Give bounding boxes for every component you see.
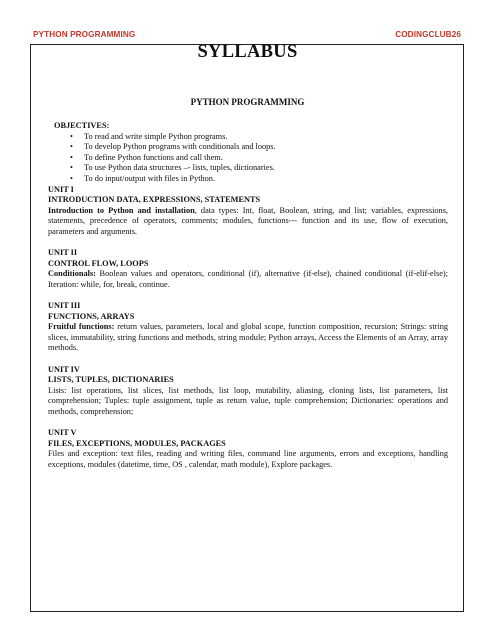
unit-lead: Introduction to Python and installation <box>48 205 195 215</box>
unit-body: return values, parameters, local and global scope, function composition, recursion; Strings: string slices, immutability, string functions and methods, string module; Python arrays, Access the Elements of an Array, array methods. <box>48 322 449 353</box>
objective-item: • To do input/output with files in Python. <box>70 173 216 183</box>
unit-label: UNIT IV <box>48 364 80 374</box>
unit-body: Lists: list operations, list slices, list methods, list loop, mutability, aliasing, cloning lists, list parameters, list comprehension; Tuples: tuple assignment, tuple as return value, tuple comprehension; Dictionaries: operations and methods, comprehension; <box>48 385 448 417</box>
bullet-icon: • <box>70 173 73 183</box>
unit-label: UNIT II <box>48 248 78 258</box>
unit-label: UNIT III <box>48 301 81 311</box>
unit-lead: Conditionals: <box>48 269 96 279</box>
objective-item: • To develop Python programs with conditionals and loops. <box>70 142 276 152</box>
unit-5 <box>48 428 448 470</box>
unit-lead: Fruitful functions: <box>48 322 115 332</box>
unit-3 <box>48 301 448 354</box>
objectives-heading: OBJECTIVES: <box>54 121 110 130</box>
unit-1 <box>48 185 448 238</box>
page-title: SYLLABUS <box>197 42 298 62</box>
bullet-icon: • <box>70 131 73 141</box>
bullet-icon: • <box>70 163 73 173</box>
unit-2 <box>48 248 448 290</box>
objective-item: • To use Python data structures –- lists, tuples, dictionaries. <box>70 163 275 173</box>
syllabus-content <box>48 121 448 471</box>
unit-title: FILES, EXCEPTIONS, MODULES, PACKAGES <box>48 438 226 448</box>
unit-description <box>48 206 448 238</box>
unit-label: UNIT I <box>48 184 74 194</box>
unit-body: Files and exception: text files, reading and writing files, command line arguments, errors and exceptions, handling exceptions, modules (datetime, time, OS , calendar, math module), Explore packages. <box>48 449 448 469</box>
unit-title: INTRODUCTION DATA, EXPRESSIONS, STATEMENTS <box>48 195 261 205</box>
unit-description <box>48 386 448 418</box>
unit-description <box>48 322 448 354</box>
bullet-icon: • <box>70 142 73 152</box>
unit-body: Boolean values and operators, conditional (if), alternative (if-else), chained conditional (if-elif-else); Iteration: while, for, break, continue. <box>48 269 448 289</box>
bullet-icon: • <box>70 152 73 162</box>
unit-label: UNIT V <box>48 428 77 438</box>
unit-4 <box>48 365 448 418</box>
unit-title: CONTROL FLOW, LOOPS <box>48 258 149 268</box>
objective-item: • To define Python functions and call them. <box>70 152 223 162</box>
objective-item: • To read and write simple Python programs. <box>70 131 228 141</box>
objectives-list <box>48 132 448 185</box>
header-club-name: CODINGCLUB26 <box>395 30 461 39</box>
unit-description <box>48 449 448 470</box>
unit-body: , data types: Int, float, Boolean, string, and list; variables, expressions, statements, precedence of operators, comments; modules, functions--- function and its use, flow of execution, parameters and arguments. <box>48 205 448 236</box>
unit-description <box>48 269 448 290</box>
unit-title: LISTS, TUPLES, DICTIONARIES <box>48 375 174 385</box>
course-subtitle: PYTHON PROGRAMMING <box>190 97 305 107</box>
header-course-name: PYTHON PROGRAMMING <box>33 30 136 39</box>
unit-title: FUNCTIONS, ARRAYS <box>48 311 135 321</box>
